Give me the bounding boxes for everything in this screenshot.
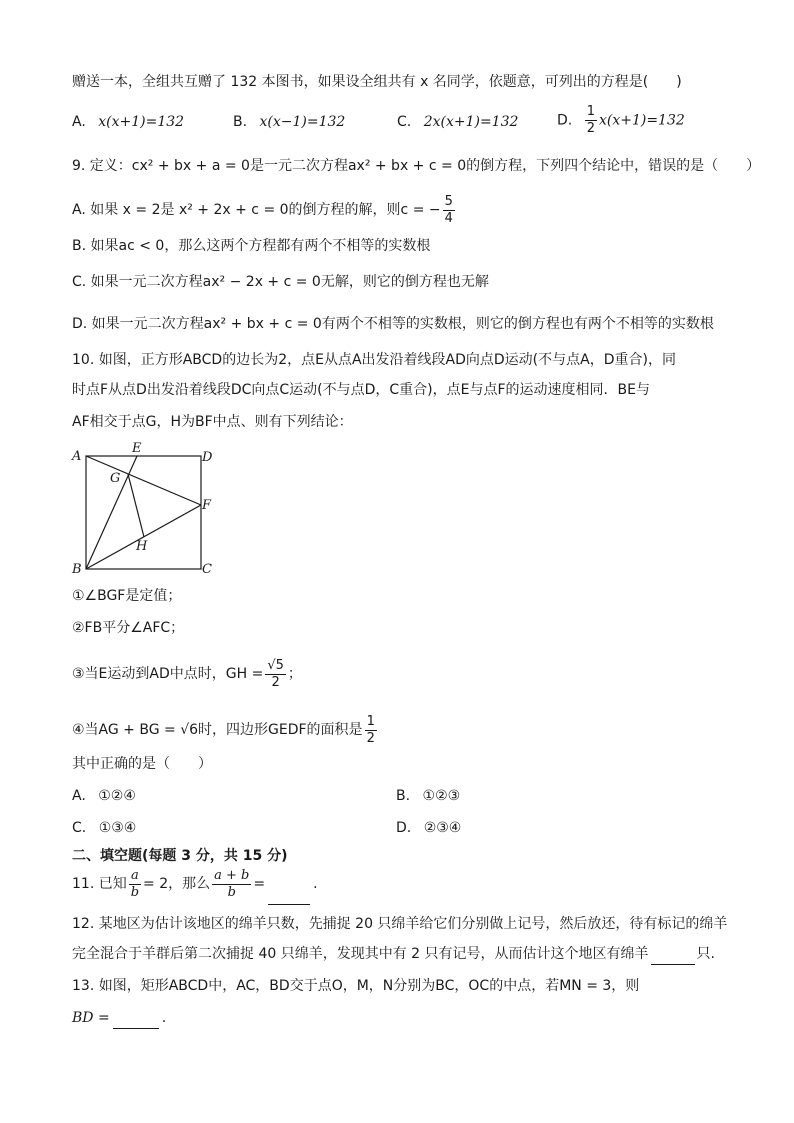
q8-option-d[interactable] (557, 104, 685, 137)
option-label: B. (396, 788, 411, 804)
option-label: C. (72, 820, 87, 836)
q9-option-d[interactable]: D. 如果一元二次方程ax² + bx + c = 0有两个不相等的实数根，则它的倒方程也有两个不相等的实数根 (72, 316, 714, 332)
q13-line1: 13. 如图，矩形ABCD中，AC，BD交于点O，M，N分别为BC，OC的中点，若MN = 3，则 (72, 978, 640, 994)
q10-statement-1: ①∠BGF是定值； (72, 588, 182, 604)
q9-stem: 9. 定义：cx² + bx + a = 0是一元二次方程ax² + bx + c = 0的倒方程，下列四个结论中，错误的是（ ） (72, 158, 761, 174)
q11-text-c: = (253, 876, 266, 892)
q10-stem-line2: 时点F从点D出发沿着线段DC向点C运动(不与点D，C重合)，点E与点F的运动速度相同．BE与 (72, 382, 650, 398)
q10-statement-2: ②FB平分∠AFC； (72, 620, 185, 636)
q9-option-a[interactable] (72, 192, 457, 228)
option-text: ②③④ (423, 820, 462, 836)
q8-option-b[interactable] (233, 112, 345, 132)
q12-line1: 12. 某地区为估计该地区的绵羊只数，先捕捉 20 只绵羊给它们分别做上记号，然后放还，待有标记的绵羊 (72, 916, 728, 932)
option-text: x(x−1)=132 (259, 114, 346, 130)
option-label: D. (396, 820, 412, 836)
fraction-five-fourths: $\frac{5}{4}$ (444, 193, 453, 226)
q10-option-a[interactable] (72, 786, 136, 806)
option-text: A. 如果 x = 2是 x² + 2x + c = 0的倒方程的解，则c = − (72, 202, 441, 218)
fraction-sqrt5-over-2: $\frac{√5}{2}$ (267, 657, 284, 690)
fraction-a-plus-b-over-b: $\frac{a + b}{b}$ (214, 867, 250, 900)
option-text: ①②④ (98, 788, 136, 804)
option-text: ①③④ (98, 820, 137, 836)
q10-stem-line3: AF相交于点G，H为BF中点、则有下列结论： (72, 414, 353, 430)
q9-option-c[interactable]: C. 如果一元二次方程ax² − 2x + c = 0无解，则它的倒方程也无解 (72, 274, 489, 290)
label-b: B (72, 562, 82, 577)
statement-text: ③当E运动到AD中点时，GH = (72, 666, 264, 682)
option-label: A. (72, 788, 86, 804)
square-geometry-figure (68, 440, 228, 580)
option-label: C. (397, 114, 412, 130)
q8-option-a[interactable] (72, 112, 184, 132)
q13-text: BD = (72, 1010, 110, 1026)
option-label: B. (233, 114, 248, 130)
q11 (72, 864, 318, 905)
q11-text-b: = 2，那么 (143, 876, 211, 892)
q10-option-b[interactable] (396, 786, 460, 806)
option-text: x(x+1)=132 (98, 114, 185, 130)
option-text: ①②③ (422, 788, 461, 804)
statement-end: ； (287, 666, 302, 682)
answer-blank[interactable] (113, 1008, 159, 1029)
label-d: D (202, 450, 213, 465)
label-f: F (202, 498, 212, 513)
statement-text: ④当AG + BG = √6时，四边形GEDF的面积是 (72, 722, 363, 738)
answer-blank[interactable] (651, 944, 695, 965)
q13-text-end: . (161, 1010, 167, 1026)
q8-stem: 赠送一本，全组共互赠了 132 本图书，如果设全组共有 x 名同学，依题意，可列出的方程是( ) (72, 74, 682, 90)
fraction-a-over-b: $\frac{a}{b}$ (130, 867, 140, 900)
label-a: A (72, 449, 82, 464)
label-h: H (136, 539, 148, 554)
option-text: 2x(x+1)=132 (423, 114, 519, 130)
label-g: G (110, 471, 121, 486)
label-e: E (132, 441, 142, 456)
q8-option-c[interactable] (397, 112, 518, 132)
q12-line2 (72, 944, 715, 965)
q9-option-b[interactable]: B. 如果ac < 0，那么这两个方程都有两个不相等的实数根 (72, 238, 431, 254)
section-heading: 二、填空题(每题 3 分，共 15 分) (72, 848, 288, 864)
answer-blank[interactable] (268, 864, 310, 905)
option-text: x(x+1)=132 (598, 112, 685, 129)
fraction-area: $\frac{1}{2}$ (366, 713, 375, 746)
option-label: D. (557, 112, 573, 129)
q10-stem-line1: 10. 如图，正方形ABCD的边长为2，点E从点A出发沿着线段AD向点D运动(不与点A，D重合)，同 (72, 352, 676, 368)
q13-line2 (72, 1008, 166, 1029)
q10-option-c[interactable] (72, 818, 136, 838)
q11-text-a: 11. 已知 (72, 876, 127, 892)
q10-prompt: 其中正确的是（ ） (72, 756, 212, 772)
q10-statement-4 (72, 712, 379, 748)
segment-gh (128, 474, 144, 537)
label-c: C (202, 562, 212, 577)
fraction-one-half: $\frac{1}{2}$ (586, 104, 595, 136)
q12-text-end: 只. (696, 946, 715, 962)
q10-statement-3 (72, 656, 302, 692)
q10-option-d[interactable] (396, 818, 461, 838)
segment-af (86, 456, 201, 505)
q11-text-d: . (313, 876, 318, 892)
option-label: A. (72, 114, 86, 130)
q12-text: 完全混合于羊群后第二次捕捉 40 只绵羊，发现其中有 2 只有记号，从而估计这个地区有绵羊 (72, 946, 649, 962)
